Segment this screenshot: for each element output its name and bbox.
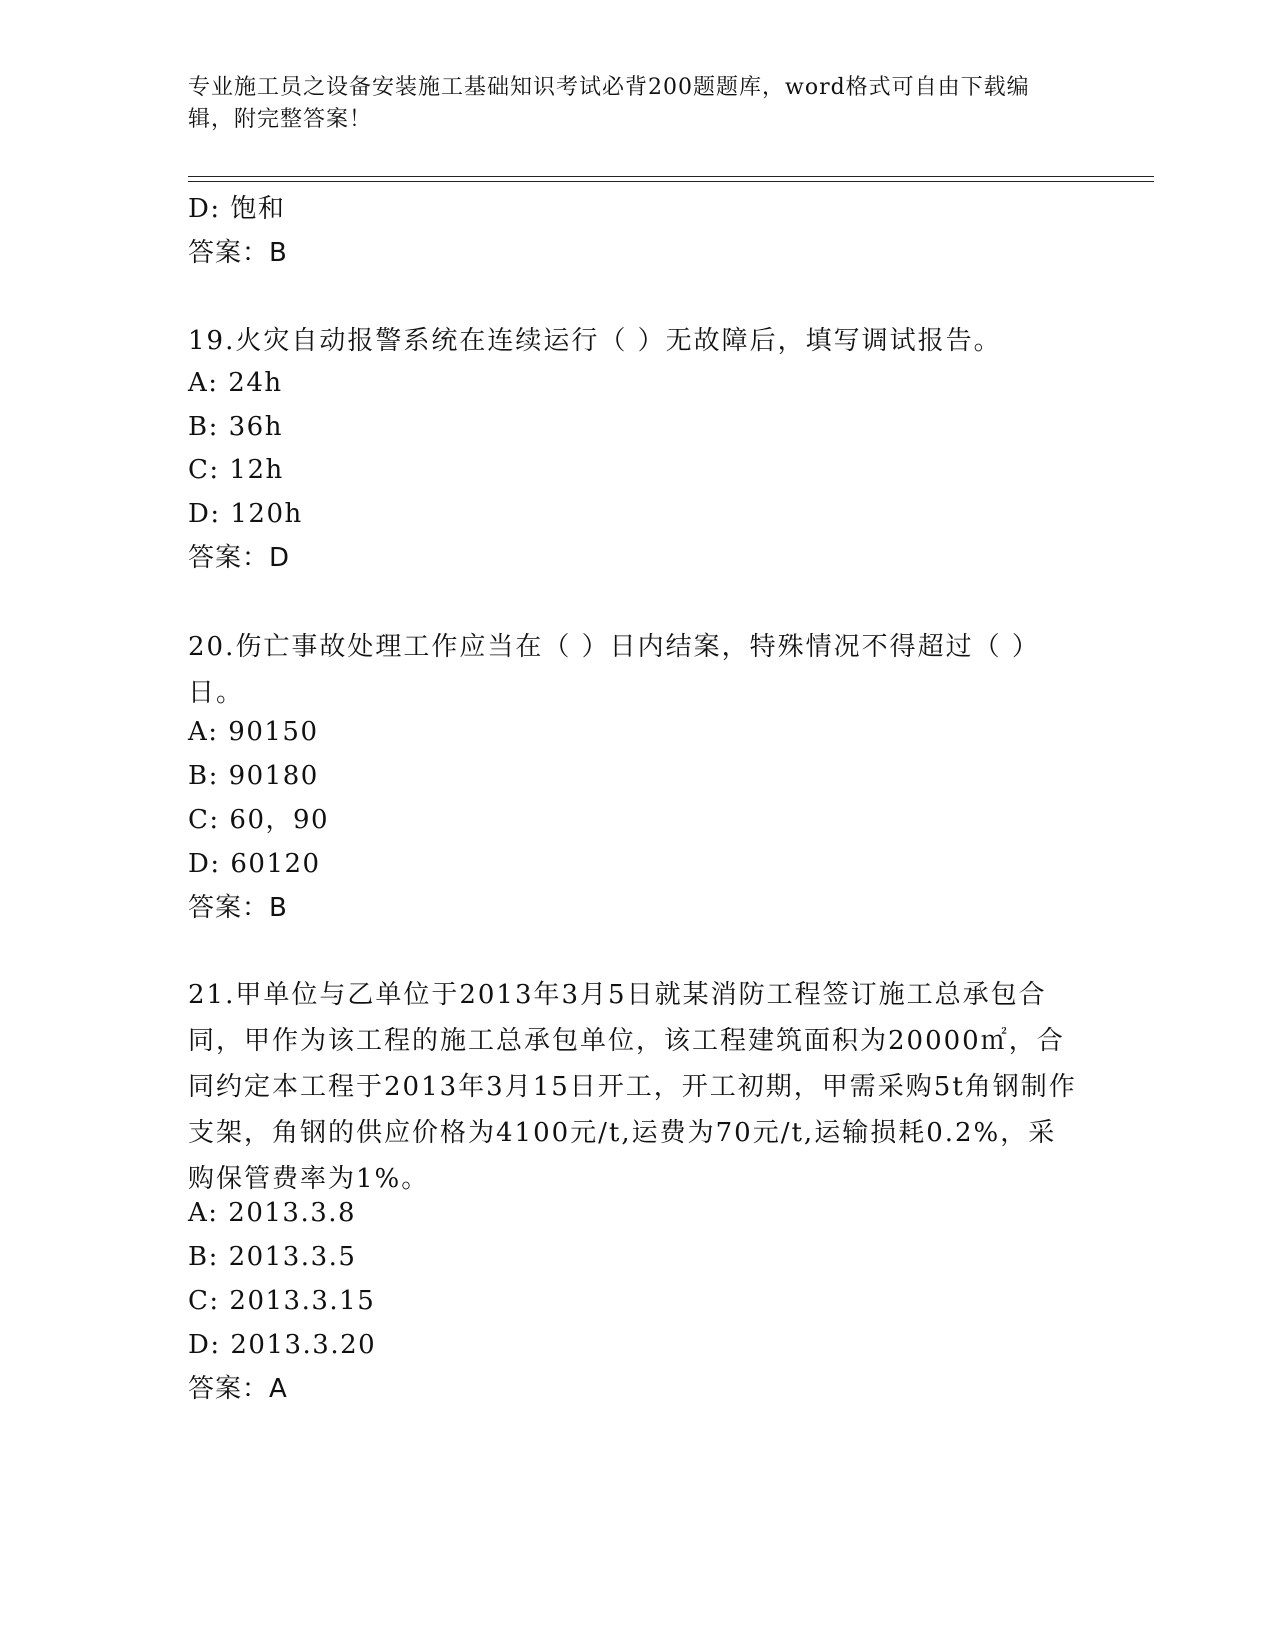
header-divider-bottom [188, 181, 1154, 182]
question-20-option-c: C: 60，90 [188, 805, 330, 835]
question-21-option-d: D: 2013.3.20 [188, 1330, 377, 1360]
question-20-option-b: B: 90180 [188, 761, 319, 791]
question-21-option-b: B: 2013.3.5 [188, 1242, 357, 1272]
option-d: D: 饱和 [188, 194, 286, 224]
question-19-answer: 答案：D [188, 543, 291, 573]
question-19-option-a: A: 24h [188, 368, 283, 398]
document-header: 专业施工员之设备安装施工基础知识考试必背200题题库，word格式可自由下载编辑，附完整答案！ [188, 75, 1030, 132]
question-21-option-a: A: 2013.3.8 [188, 1198, 357, 1228]
question-20-answer: 答案：B [188, 893, 288, 923]
answer-label: 答案：B [188, 238, 288, 268]
question-20-text: 20.伤亡事故处理工作应当在（ ）日内结案，特殊情况不得超过（ ）日。 [188, 632, 1040, 708]
question-21-option-c: C: 2013.3.15 [188, 1286, 376, 1316]
question-21-text: 21.甲单位与乙单位于2013年3月5日就某消防工程签订施工总承包合同，甲作为该工程的施工总承包单位，该工程建筑面积为20000㎡，合同约定本工程于2013年3月15日开工，开工初期，甲需采购5t角钢制作支架，角钢的供应价格为4100元/t,运费为70元/t,运输损耗0.2%，采购保管费率为1%。 [188, 980, 1077, 1194]
question-20-option-d: D: 60120 [188, 849, 321, 879]
header-divider-top [188, 176, 1154, 177]
question-19-option-d: D: 120h [188, 499, 303, 529]
question-19-text: 19.火灾自动报警系统在连续运行（ ）无故障后，填写调试报告。 [188, 326, 1002, 356]
question-21-answer: 答案：A [188, 1374, 288, 1404]
question-19-option-b: B: 36h [188, 412, 283, 442]
question-20-option-a: A: 90150 [188, 717, 319, 747]
question-19-option-c: C: 12h [188, 455, 284, 485]
